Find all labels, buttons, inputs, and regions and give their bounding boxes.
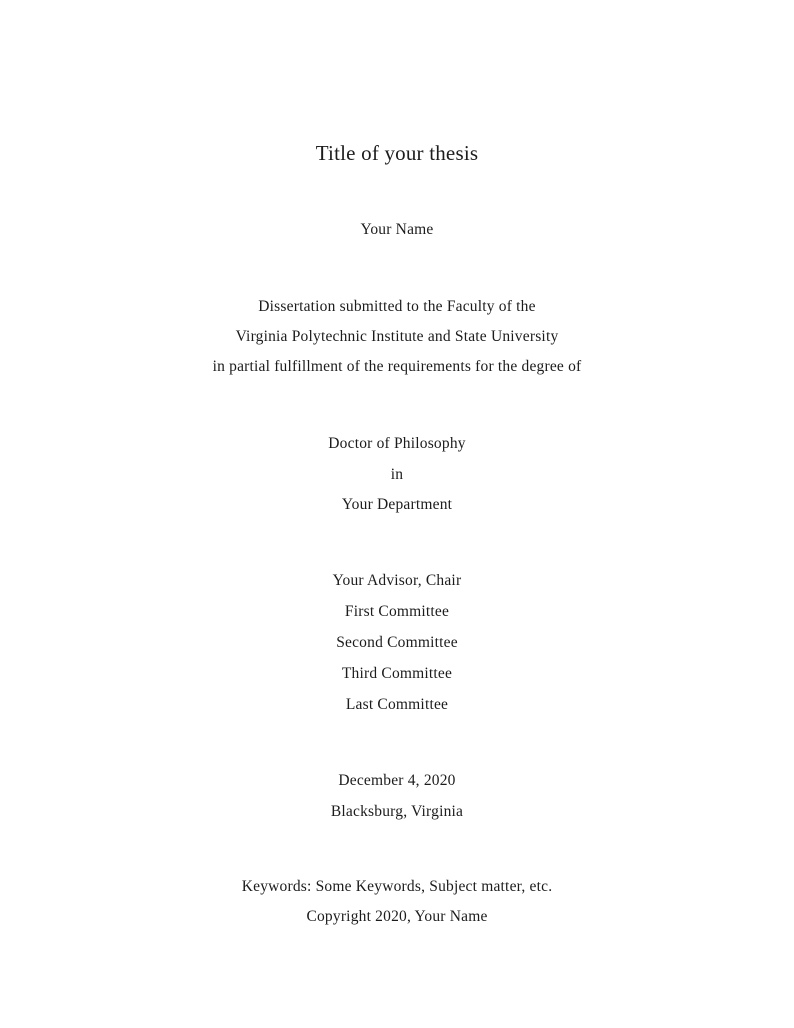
committee-member: Second Committee <box>336 634 458 651</box>
department-name: Your Department <box>341 496 453 513</box>
submission-statement-line: in partial fulfillment of the requirements for the degree of <box>212 358 582 375</box>
keywords-line: Keywords: Some Keywords, Subject matter, etc. <box>241 878 553 895</box>
committee-member: First Committee <box>344 603 450 620</box>
committee-member: Third Committee <box>341 665 453 682</box>
committee-member: Your Advisor, Chair <box>332 572 462 589</box>
degree-name: Doctor of Philosophy <box>328 435 466 452</box>
submission-statement-line: Dissertation submitted to the Faculty of the <box>258 298 536 315</box>
defense-date: December 4, 2020 <box>338 772 456 789</box>
thesis-title: Title of your thesis <box>315 141 479 165</box>
submission-statement-line: Virginia Polytechnic Institute and State University <box>235 328 559 345</box>
committee-member: Last Committee <box>345 696 449 713</box>
author-name: Your Name <box>360 221 434 238</box>
degree-connector: in <box>390 466 404 483</box>
copyright-line: Copyright 2020, Your Name <box>306 908 488 925</box>
location: Blacksburg, Virginia <box>330 803 464 820</box>
